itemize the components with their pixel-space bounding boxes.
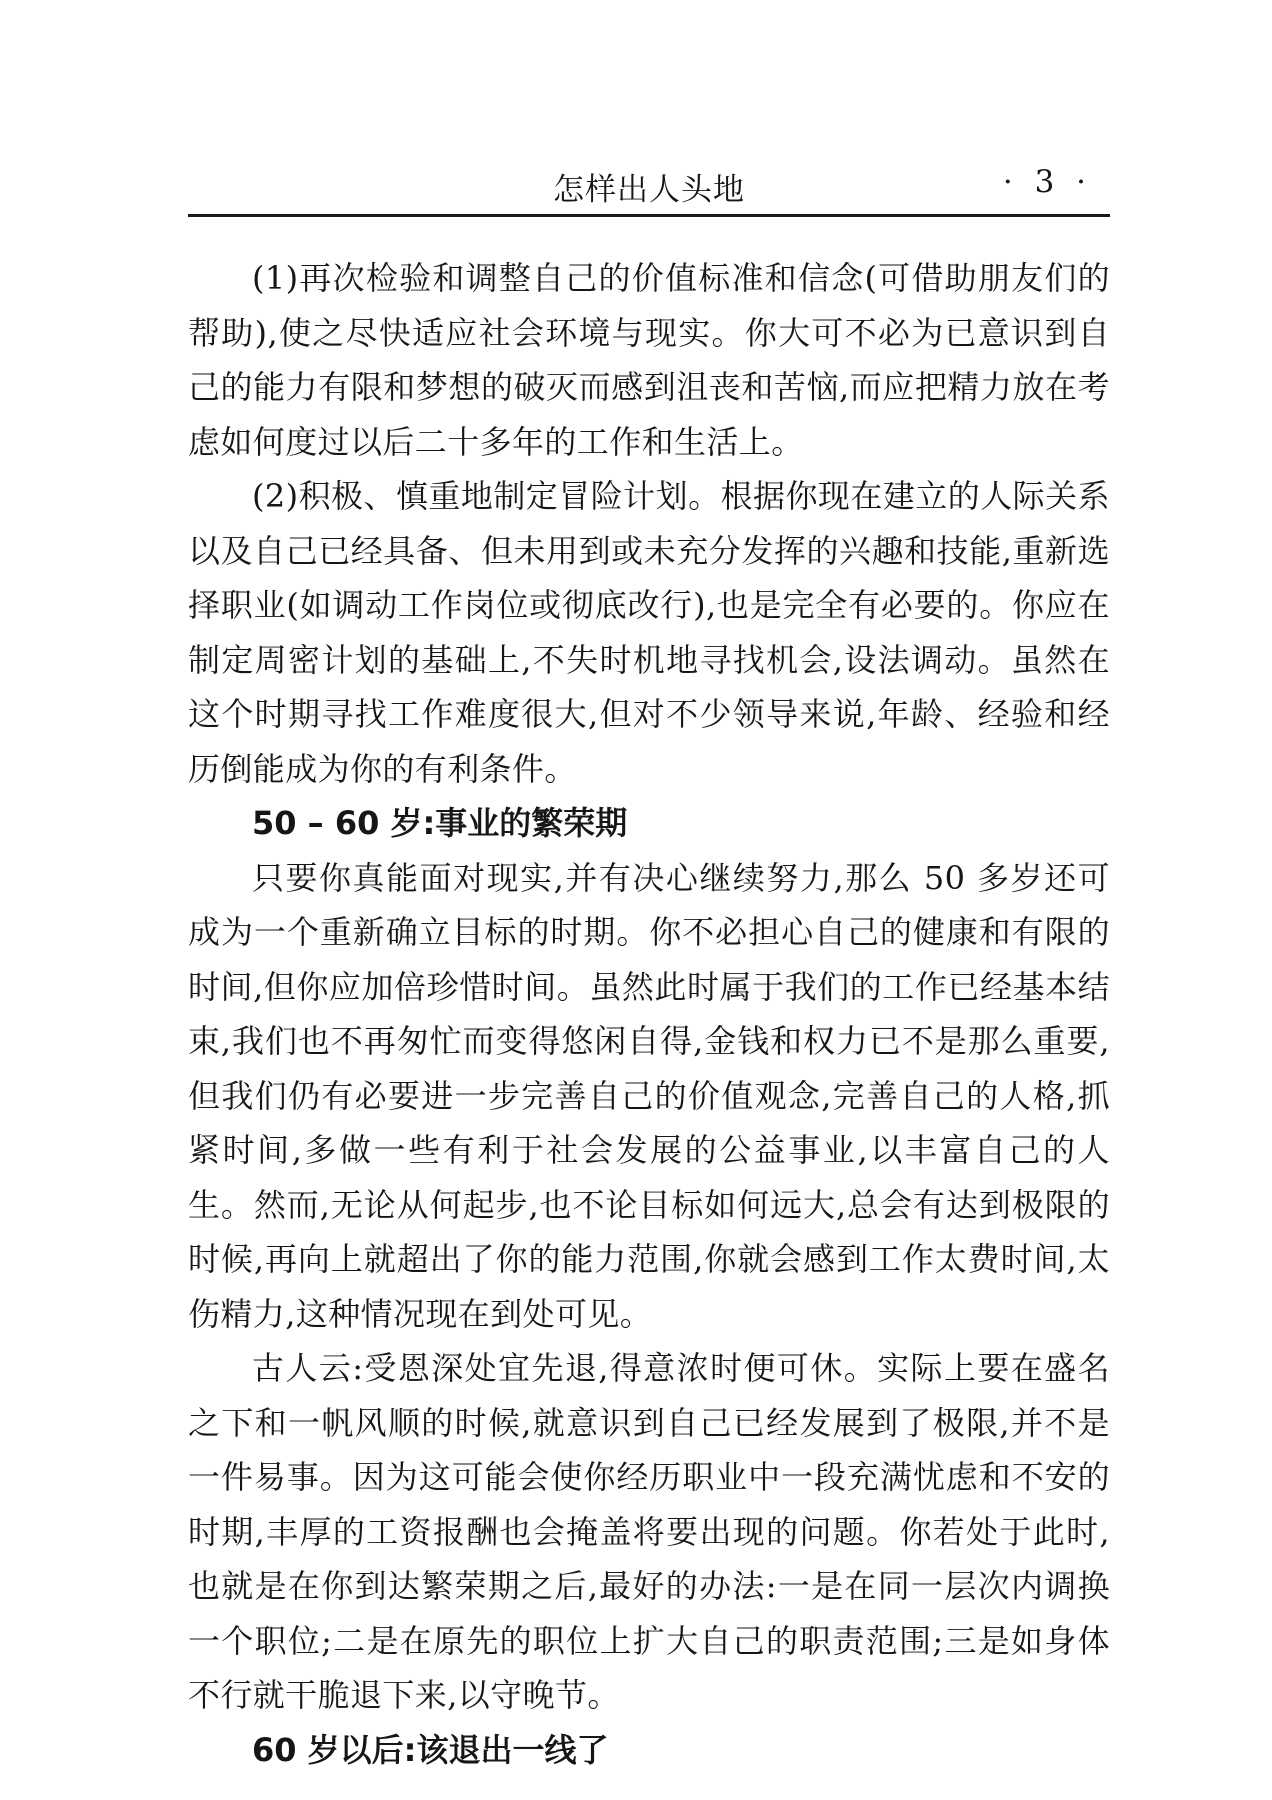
page-header — [188, 160, 1110, 216]
paragraph: 只要你真能面对现实,并有决心继续努力,那么 50 多岁还可成为一个重新确立目标的时期。你不必担心自己的健康和有限的时间,但你应加倍珍惜时间。虽然此时属于我们的工作已经基本结束,我们也不再匆忙而变得悠闲自得,金钱和权力已不是那么重要,但我们仍有必要进一步完善自己的价值观念,完善自己的人格,抓紧时间,多做一些有利于社会发展的公益事业,以丰富自己的人生。然而,无论从何起步,也不论目标如何远大,总会有达到极限的时候,再向上就超出了你的能力范围,你就会感到工作太费时间,太伤精力,这种情况现在到处可见。 — [188, 858, 1110, 1333]
paragraph: (2)积极、慎重地制定冒险计划。根据你现在建立的人际关系以及自己已经具备、但未用到或未充分发挥的兴趣和技能,重新选择职业(如调动工作岗位或彻底改行),也是完全有必要的。你应在制定周密计划的基础上,不失时机地寻找机会,设法调动。虽然在这个时期寻找工作难度很大,但对不少领导来说,年龄、经验和经历倒能成为你的有利条件。 — [188, 477, 1110, 788]
page-number: · 3 · — [1002, 164, 1092, 200]
header-rule — [188, 214, 1110, 217]
running-title: 怎样出人头地 — [553, 172, 745, 208]
paragraph: (1)再次检验和调整自己的价值标准和信念(可借助朋友们的帮助),使之尽快适应社会环境与现实。你大可不必为已意识到自己的能力有限和梦想的破灭而感到沮丧和苦恼,而应把精力放在考虑如何度过以后二十多年的工作和生活上。 — [188, 259, 1110, 461]
section-heading: 60 岁以后:该退出一线了 — [252, 1730, 609, 1769]
section-heading: 50 – 60 岁:事业的繁荣期 — [252, 804, 628, 842]
paragraph: 古人云:受恩深处宜先退,得意浓时便可休。实际上要在盛名之下和一帆风顺的时候,就意识到自己已经发展到了极限,并不是一件易事。因为这可能会使你经历职业中一段充满忧虑和不安的时期,丰厚的工资报酬也会掩盖将要出现的问题。你若处于此时,也就是在你到达繁荣期之后,最好的办法:一是在同一层次内调换一个职位;二是在原先的职位上扩大自己的职责范围;三是如身体不行就干脆退下来,以守晚节。 — [188, 1349, 1110, 1714]
body-text — [188, 251, 1110, 1777]
